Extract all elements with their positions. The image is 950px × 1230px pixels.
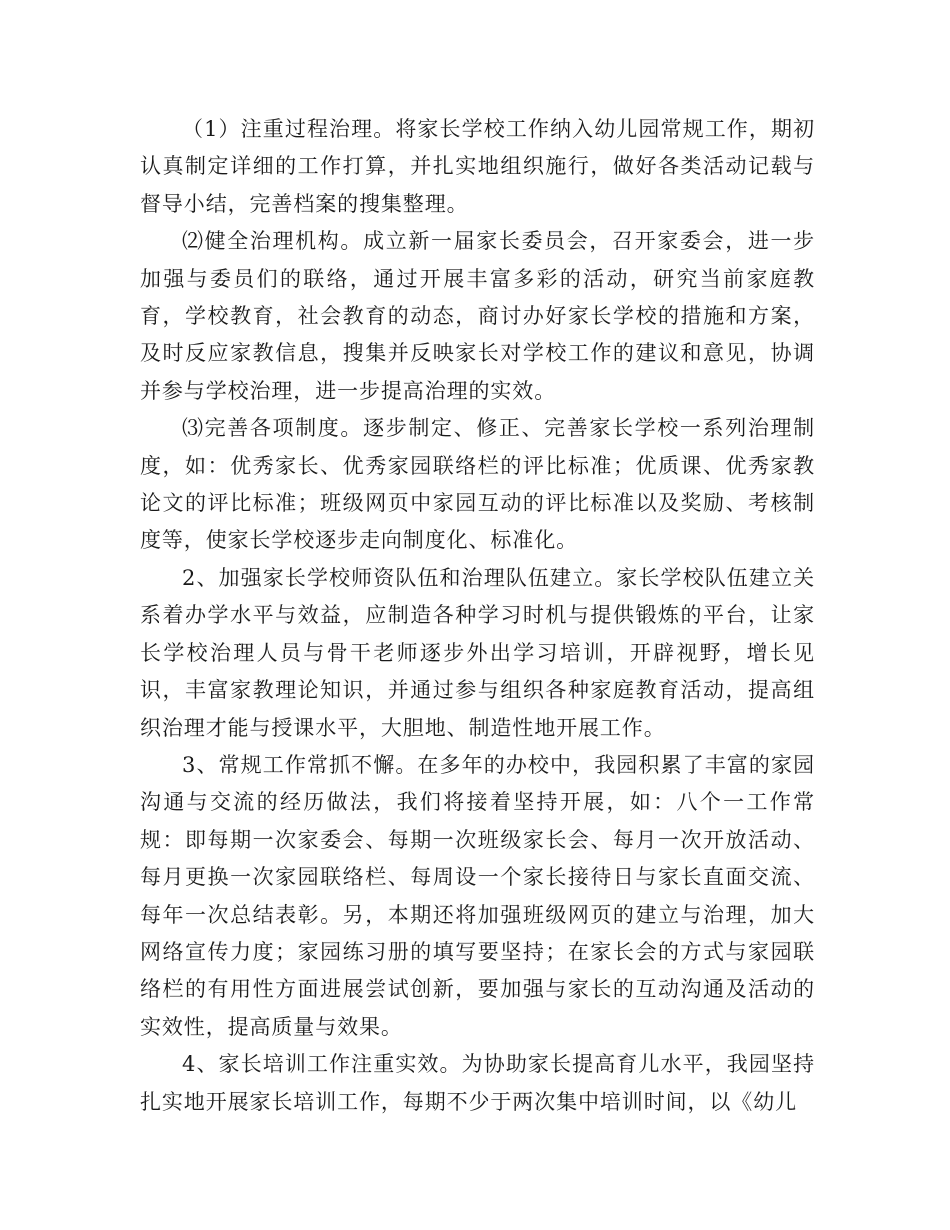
paragraph-regulations: ⑶完善各项制度。逐步制定、修正、完善家长学校一系列治理制度，如：优秀家长、优秀家园联络栏的评比标准；优质课、优秀家教论文的评比标准；班级网页中家园互动的评比标准以及奖励、考核制度等，使家长学校逐步走向制度化、标准化。: [140, 416, 815, 553]
document-body: [140, 111, 815, 1121]
paragraph-teaching-staff: 2、加强家长学校师资队伍和治理队伍建立。家长学校队伍建立关系着办学水平与效益，应制造各种学习时机与提供锻炼的平台，让家长学校治理人员与骨干老师逐步外出学习培训，开辟视野，增长见识，丰富家教理论知识，并通过参与组织各种家庭教育活动，提高组织治理才能与授课水平，大胆地、制造性地开展工作。: [140, 565, 815, 740]
paragraph-parent-training: 4、家长培训工作注重实效。为协助家长提高育儿水平，我园坚持扎实地开展家长培训工作，每期不少于两次集中培训时间，以《幼儿: [140, 1052, 815, 1114]
paragraph-routine-work: 3、常规工作常抓不懈。在多年的办校中，我园积累了丰富的家园沟通与交流的经历做法，我们将接着坚持开展，如：八个一工作常规：即每期一次家委会、每期一次班级家长会、每月一次开放活动、每月更换一次家园联络栏、每周设一个家长接待日与家长直面交流、每年一次总结表彰。另，本期还将加强班级网页的建立与治理，加大网络宣传力度；家园练习册的填写要坚持；在家长会的方式与家园联络栏的有用性方面进展尝试创新，要加强与家长的互动沟通及活动的实效性，提高质量与效果。: [140, 752, 815, 1039]
paragraph-management-structure: ⑵健全治理机构。成立新一届家长委员会，召开家委会，进一步加强与委员们的联络，通过开展丰富多彩的活动，研究当前家庭教育，学校教育，社会教育的动态，商讨办好家长学校的措施和方案，及时反应家教信息，搜集并反映家长对学校工作的建议和意见，协调并参与学校治理，进一步提高治理的实效。: [140, 229, 815, 403]
paragraph-process-management: （1）注重过程治理。将家长学校工作纳入幼儿园常规工作，期初认真制定详细的工作打算，并扎实地组织施行，做好各类活动记载与督导小结，完善档案的搜集整理。: [140, 117, 815, 216]
